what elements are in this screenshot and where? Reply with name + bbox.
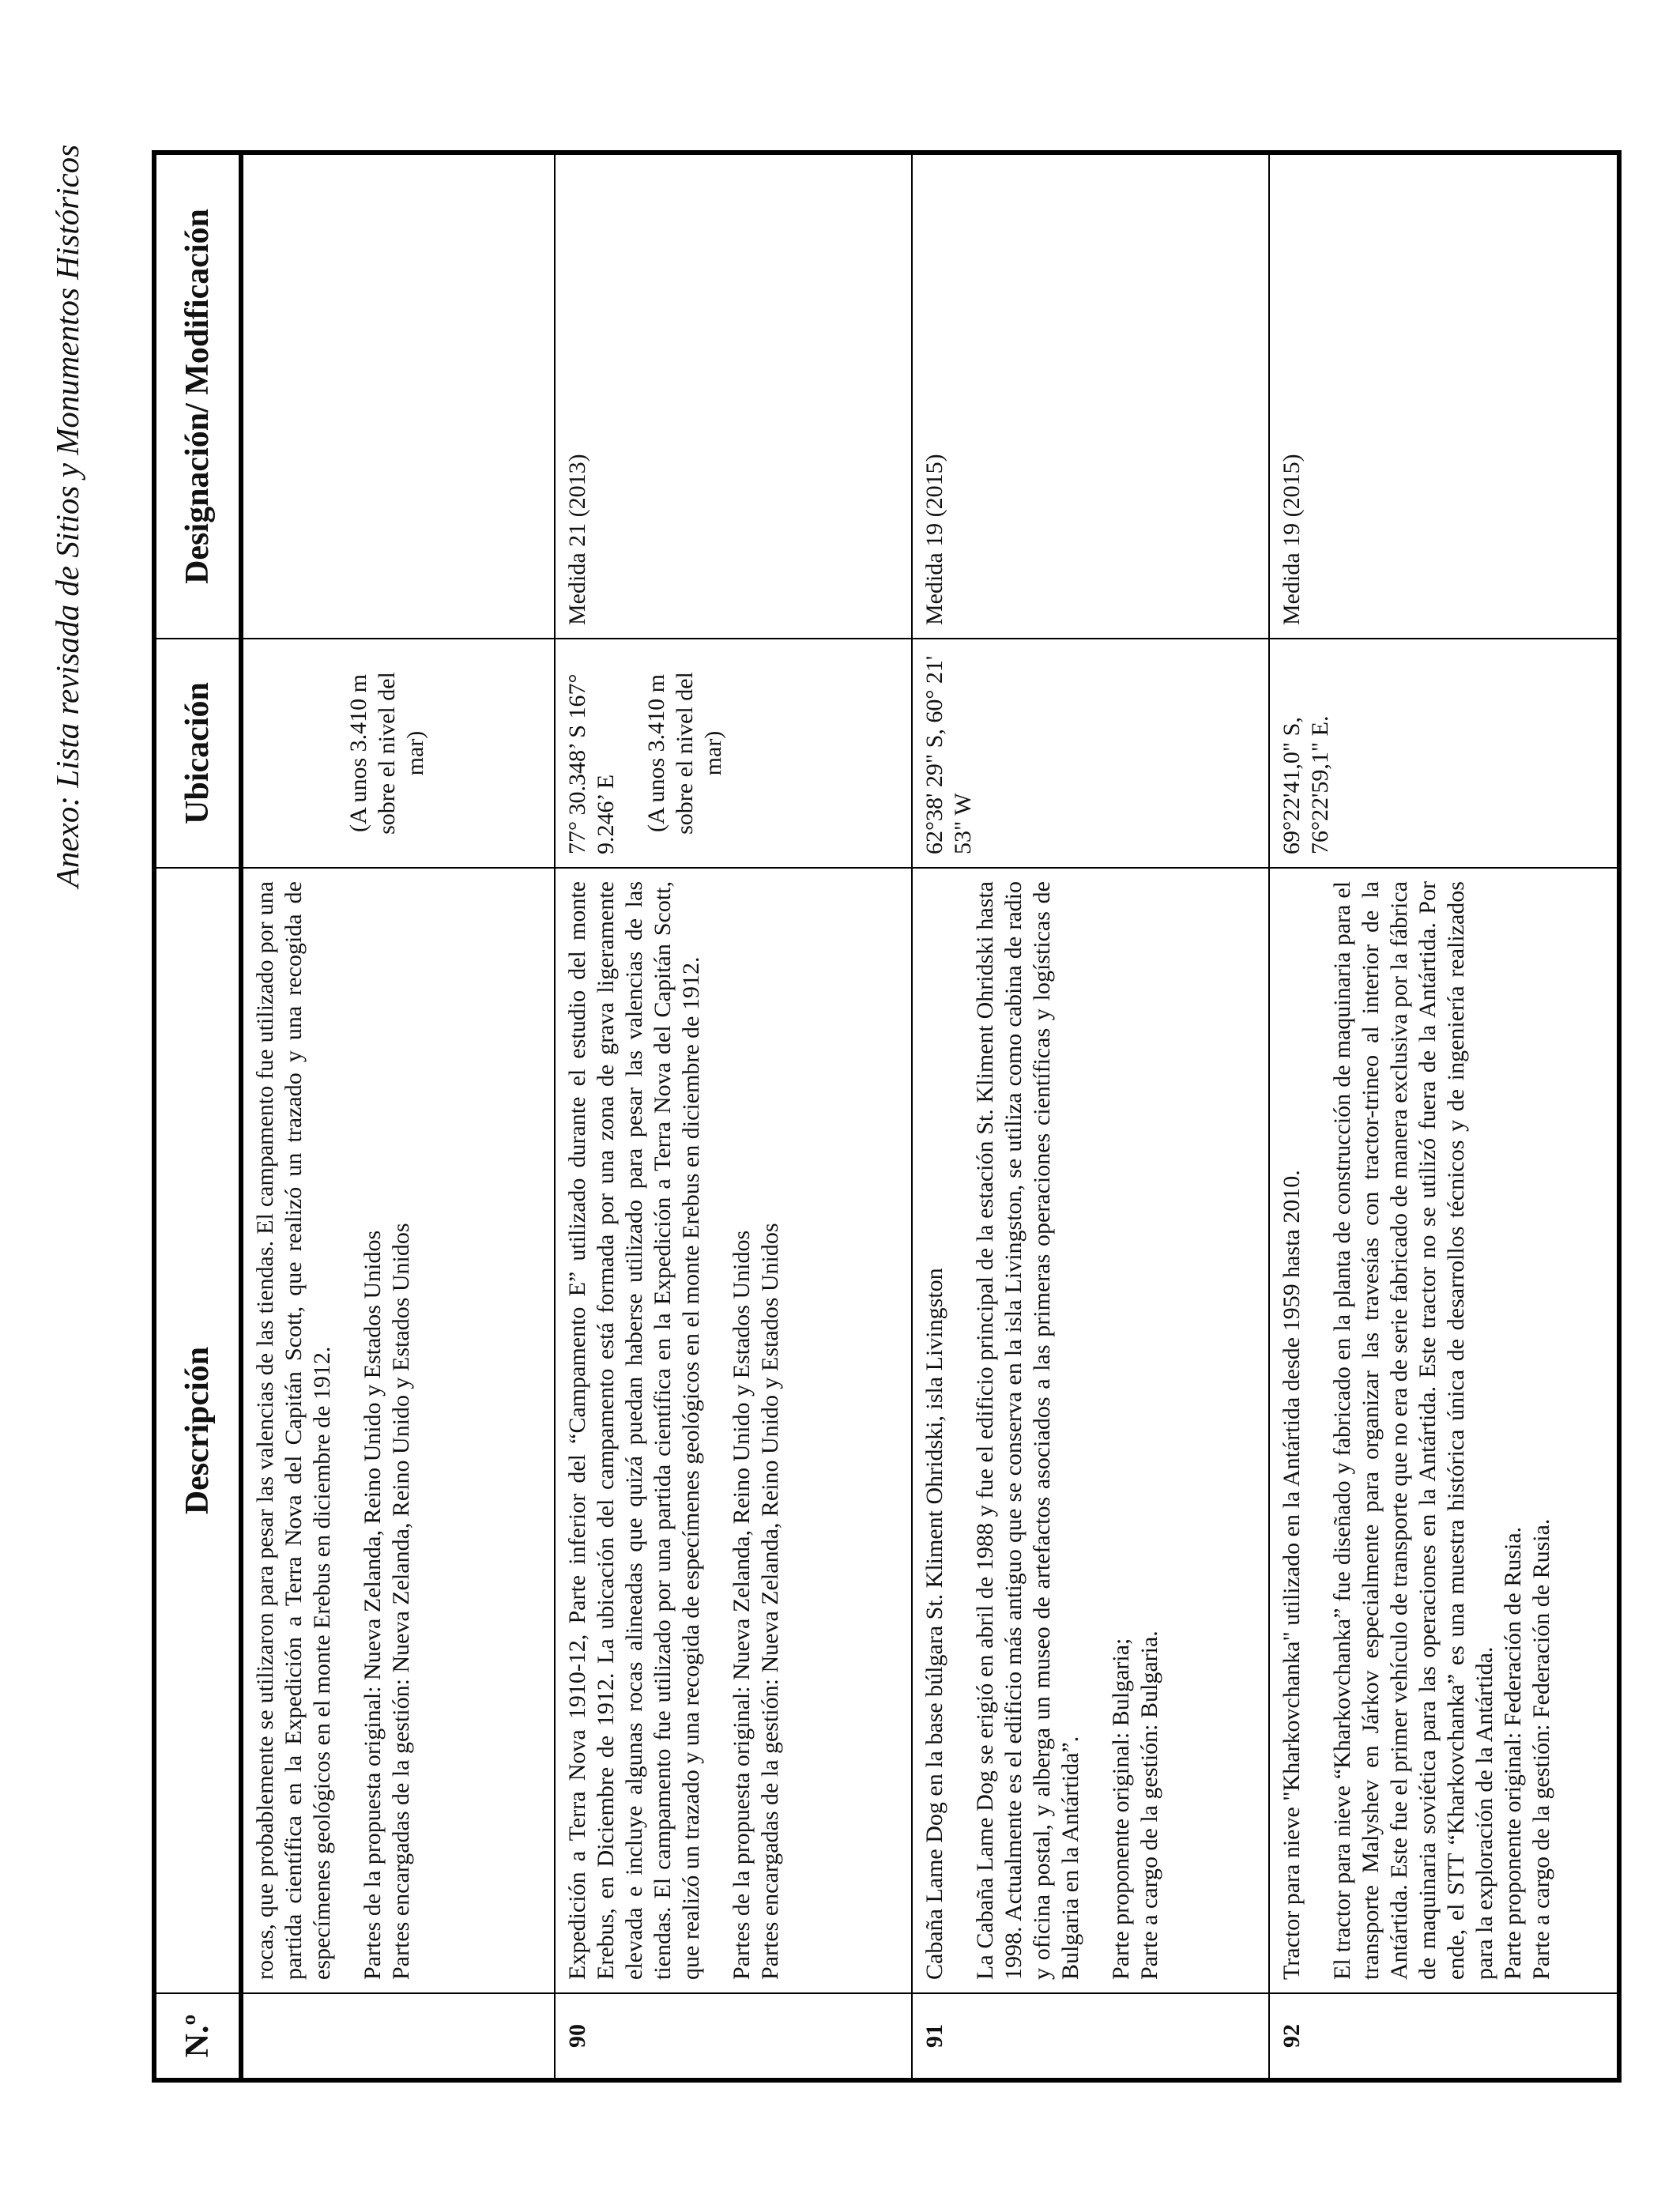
description-text: Expedición a Terra Nova 1910-12, Parte inferior del “Campamento E” utilizado durante el estudio del monte Erebus, en Diciembre de 1912. La ubicación del campamento está formada por una zona de grava ligeramente elevada e incluye algunas rocas alineadas que quizá puedan haberse utilizado para pesar las valencias de las tiendas. El campamento fue utilizado por una partida científica en la Expedición a Terra Nova del Capitán Scott, que realizó un trazado y una recogida de especímenes geológicos en el monte Erebus en diciembre de 1912. (564, 881, 704, 1980)
parties-proposal: Partes de la propuesta original: Nueva Zelanda, Reino Unido y Estados Unidos (360, 1230, 386, 1980)
row-number: 90 (555, 1993, 912, 2080)
location-cell (555, 639, 912, 868)
location-note: (A unos 3.410 m sobre el nivel del mar) (643, 672, 726, 835)
location-note: (A unos 3.410 m sobre el nivel del mar) (345, 672, 428, 835)
site-title: Tractor para nieve "Kharkovchanka" utilizado en la Antártida desde 1959 hasta 2010. (1279, 1170, 1305, 1980)
rotated-table-wrapper (152, 155, 1617, 2083)
description-text: rocas, que probablemente se utilizaron para pesar las valencias de las tiendas. El campamento fue utilizado por una partida científica en la Expedición a Terra Nova del Capitán Scott, que realizó un trazado y una recogida de especímenes geológicos en el monte Erebus en diciembre de 1912. (252, 881, 335, 1980)
description-cell (912, 868, 1269, 1993)
running-header (40, 109, 95, 923)
description-cell (241, 868, 555, 1993)
description-cell (1269, 868, 1619, 1993)
location-cell (1269, 639, 1619, 868)
description-cell (555, 868, 912, 1993)
table-row (912, 153, 1269, 2080)
parties-management: Parte a cargo de la gestión: Bulgaria. (1136, 1630, 1162, 1980)
parties-management: Partes encargadas de la gestión: Nueva Zelanda, Reino Unido y Estados Unidos (757, 1223, 783, 1980)
column-header-location: Ubicación (154, 639, 241, 868)
designation-cell: Medida 19 (2015) (912, 153, 1269, 639)
table-frame (152, 155, 1617, 2083)
designation-cell: Medida 21 (2013) (555, 153, 912, 639)
column-header-description: Descripción (154, 868, 241, 1993)
designation-cell: Medida 19 (2015) (1269, 153, 1619, 639)
table-header-row (154, 153, 241, 2080)
location-cell (241, 639, 555, 868)
running-header-text: Anexo: Lista revisada de Sitios y Monumentos Históricos (49, 144, 85, 888)
location-cell (912, 639, 1269, 868)
location-coordinates: 62°38' 29" S, 60° 21' 53" W (921, 655, 976, 854)
parties-proposal: Partes de la propuesta original: Nueva Zelanda, Reino Unido y Estados Unidos (729, 1230, 755, 1980)
location-coordinates: 69°22'41,0" S, 76°22'59,1" E. (1279, 715, 1333, 854)
column-header-designation: Designación/ Modificación (154, 153, 241, 639)
parties-management: Partes encargadas de la gestión: Nueva Zelanda, Reino Unido y Estados Unidos (388, 1223, 414, 1980)
description-text: La Cabaña Lame Dog se erigió en abril de 1988 y fue el edificio principal de la estación St. Kliment Ohridski hasta 1998. Actualmente es el edificio más antiguo que se conserva en la isla Livingston, se utiliza como cabina de radio y oficina postal, y alberga un museo de artefactos asociados a las primeras operaciones científicas y logísticas de Bulgaria en la Antártida”. (972, 881, 1083, 1980)
parties-proposal: Parte proponente original: Federación de Rusia. (1500, 1526, 1526, 1980)
location-coordinates: 77° 30.348’ S 167° 9.246’ E (564, 673, 619, 854)
parties-proposal: Parte proponente original: Bulgaria; (1108, 1638, 1134, 1980)
row-number: 92 (1269, 1993, 1619, 2080)
table-row (1269, 153, 1619, 2080)
description-text: El tractor para nieve “Kharkovchanka” fue diseñado y fabricado en la planta de construcción de maquinaria para el transporte Malyshev en Járkov especialmente para organizar las travesías con tractor-trineo al interior de la Antártida. Este fue el primer vehículo de transporte que no era de serie fabricado de manera exclusiva por la fábrica de maquinaria soviética para las operaciones en la Antártida. Este tractor no se utilizó fuera de la Antártida. Por ende, el STT “Kharkovchanka” es una muestra histórica única de desarrollos técnicos y de ingeniería realizados para la exploración de la Antártida. (1329, 881, 1497, 1980)
historic-sites-table (152, 150, 1622, 2083)
column-header-number: N.º (154, 1993, 241, 2080)
row-number: 91 (912, 1993, 1269, 2080)
designation-cell (241, 153, 555, 639)
parties-management: Parte a cargo de la gestión: Federación de Rusia. (1528, 1518, 1554, 1980)
table-row (241, 153, 555, 2080)
row-number (241, 1993, 555, 2080)
table-row (555, 153, 912, 2080)
site-title: Cabaña Lame Dog en la base búlgara St. Kliment Ohridski, isla Livingston (921, 1268, 947, 1980)
